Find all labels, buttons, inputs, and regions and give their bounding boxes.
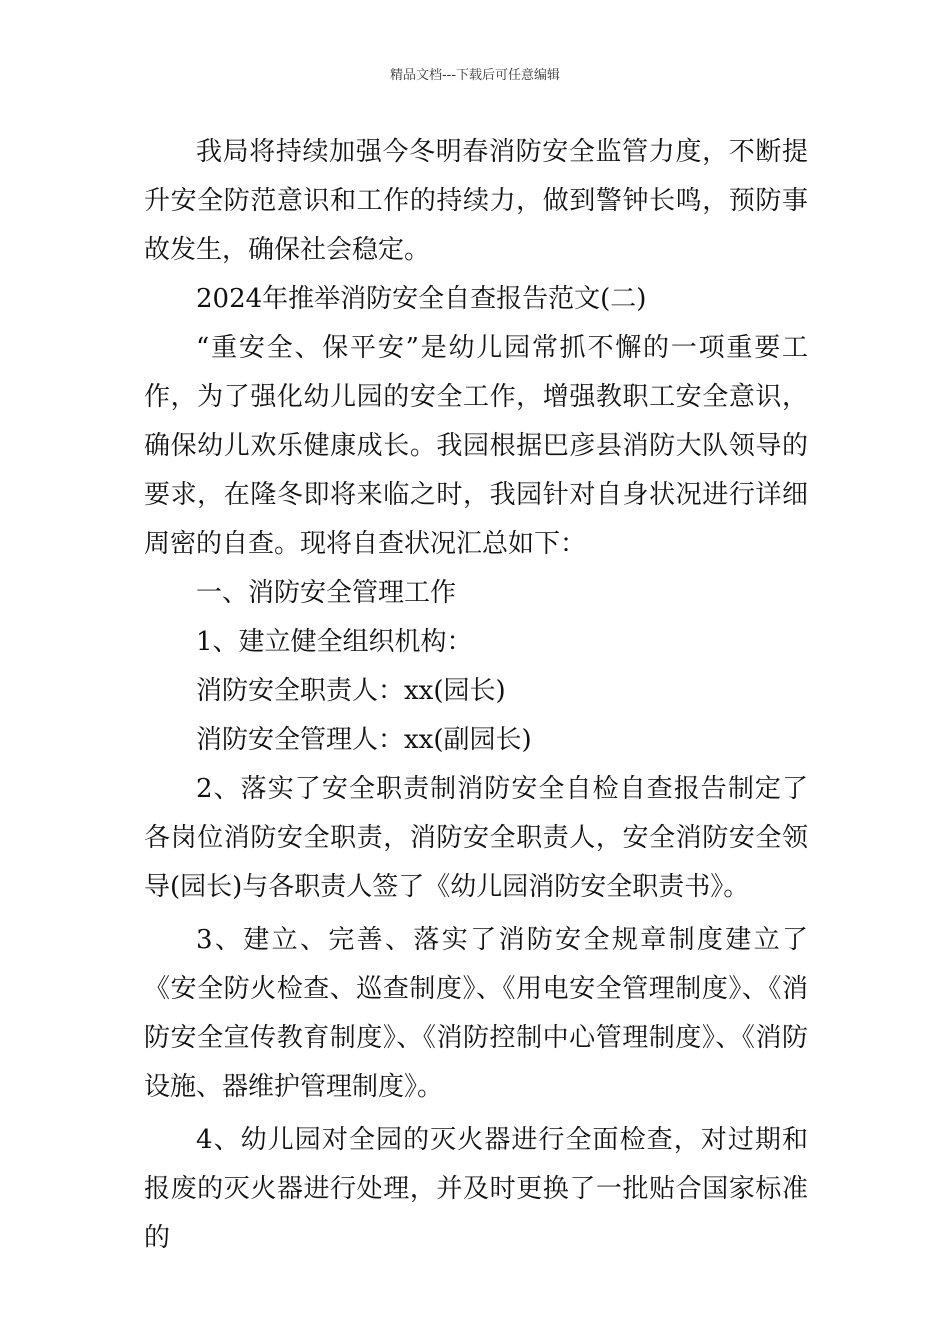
paragraph: 2、落实了安全职责制消防安全自检自查报告制定了各岗位消防安全职责，消防安全职责人，安全消防安全领导(园长)与各职责人签了《幼儿园消防安全职责书》。 bbox=[144, 774, 808, 902]
list-item: 1、建立健全组织机构： bbox=[196, 627, 473, 657]
paragraph: “重安全、保平安”是幼儿园常抓不懈的一项重要工作，为了强化幼儿园的安全工作，增强教职工安全意识，确保幼儿欢乐健康成长。我园根据巴彦县消防大队领导的要求，在隆冬即将来临之时，我园针对自身状况进行详细周密的自查。现将自查状况汇总如下： bbox=[144, 333, 808, 559]
document-body bbox=[144, 128, 808, 1263]
section-heading: 一、消防安全管理工作 bbox=[196, 578, 457, 608]
page-header: 精品文档---下载后可任意编辑 bbox=[389, 68, 561, 83]
list-item: 消防安全职责人：xx(园长) bbox=[196, 676, 506, 706]
paragraph: 4、幼儿园对全园的灭火器进行全面检查，对过期和报废的灭火器进行处理，并及时更换了一批贴合国家标准的 bbox=[144, 1125, 808, 1253]
section-title: 2024年推举消防安全自查报告范文(二) bbox=[196, 284, 647, 314]
list-item: 消防安全管理人：xx(副园长) bbox=[196, 725, 532, 755]
paragraph: 我局将持续加强今冬明春消防安全监管力度，不断提升安全防范意识和工作的持续力，做到警钟长鸣，预防事故发生，确保社会稳定。 bbox=[144, 137, 808, 265]
paragraph: 3、建立、完善、落实了消防安全规章制度建立了《安全防火检查、巡查制度》、《用电安全管理制度》、《消防安全宣传教育制度》、《消防控制中心管理制度》、《消防设施、器维护管理制度》。 bbox=[144, 925, 808, 1102]
